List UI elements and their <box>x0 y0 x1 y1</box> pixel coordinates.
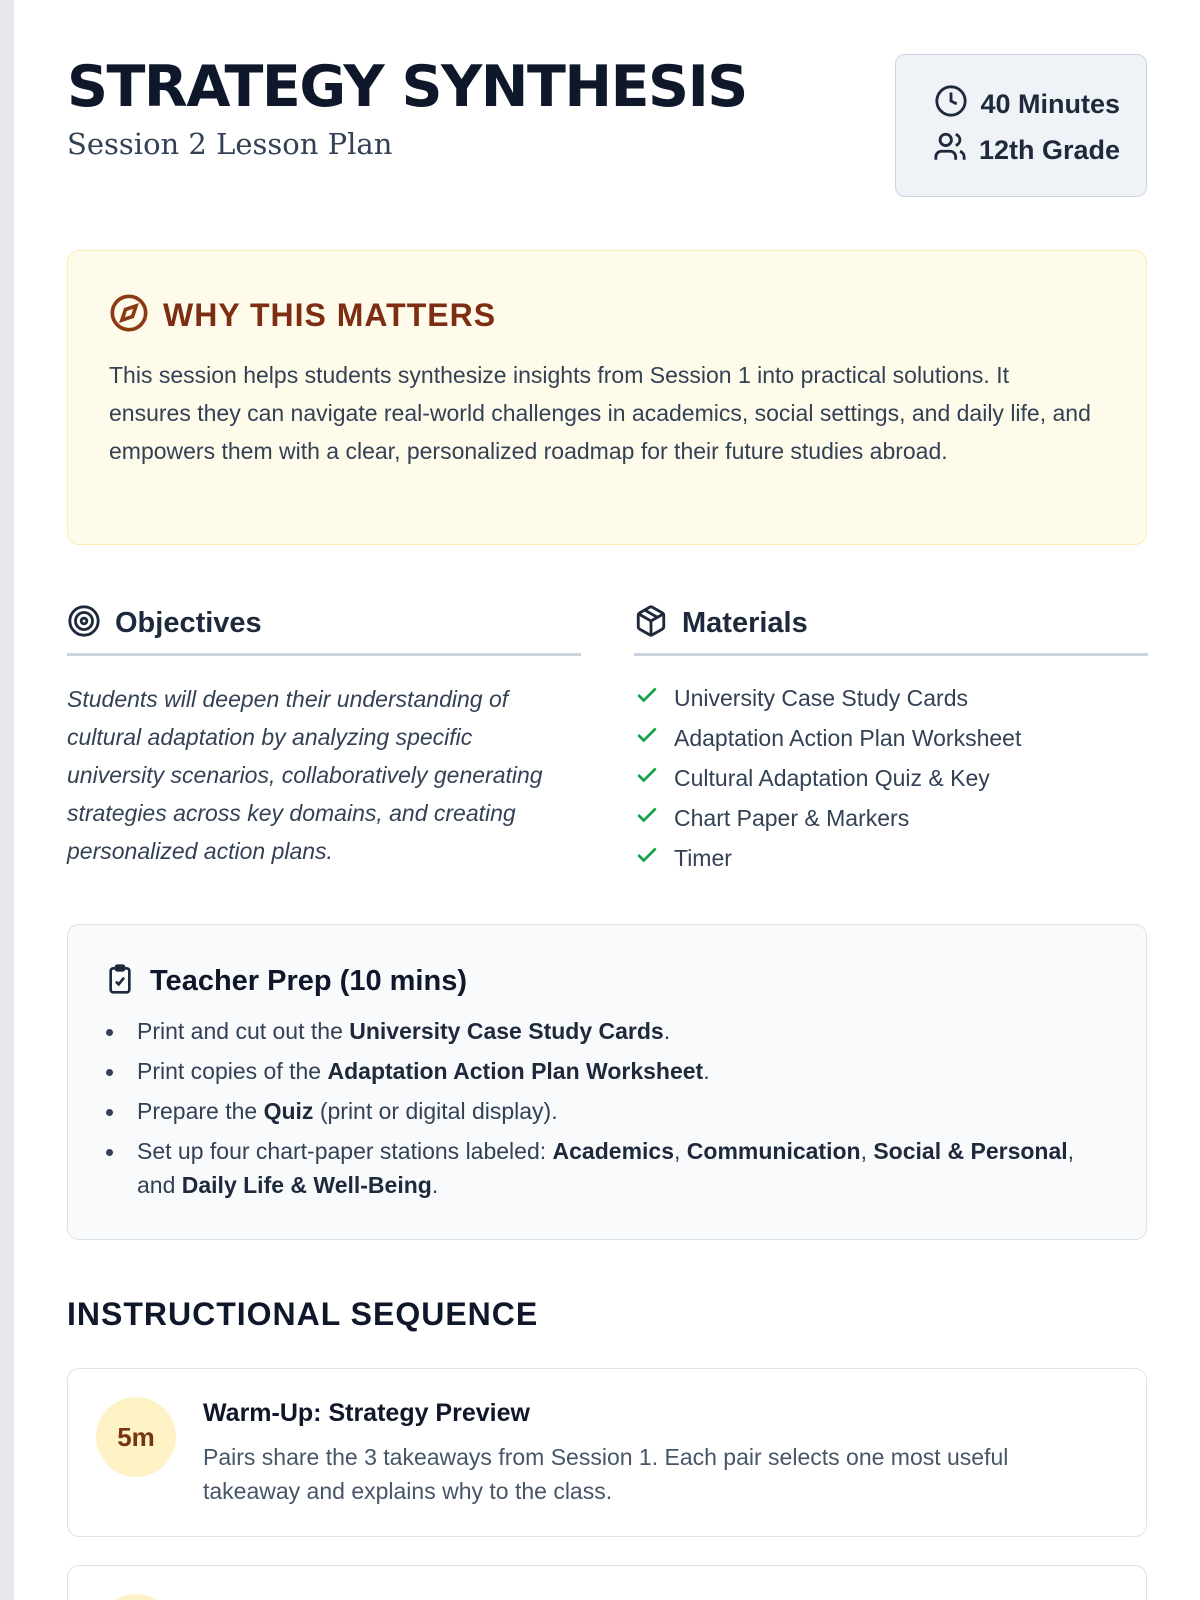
step-text: Pairs share the 3 takeaways from Session 1. Each pair selects one most useful takeaway and explains why to the class. <box>203 1444 1009 1504</box>
page-subtitle: Session 2 Lesson Plan <box>67 127 393 161</box>
material-label: Timer <box>674 844 732 871</box>
prep-text: (print or digital display). <box>313 1098 558 1124</box>
objectives-section <box>67 600 581 870</box>
check-icon <box>634 722 660 754</box>
prep-title: Teacher Prep (10 mins) <box>150 965 467 997</box>
why-text: This session helps students synthesize insights from Session 1 into practical solutions. It ensures they can navigate real-world challenges in academics, social settings, and daily life, and empowers them with a clear, personalized roadmap for their future studies abroad. <box>109 362 1091 464</box>
grade-label: 12th Grade <box>978 134 1120 165</box>
prep-text: . <box>703 1058 710 1084</box>
prep-emphasis: Communication <box>686 1138 861 1164</box>
list-item <box>104 1094 1110 1128</box>
prep-text: , <box>674 1138 687 1164</box>
material-label: Chart Paper & Markers <box>674 804 910 831</box>
lesson-plan-page <box>67 0 1147 1504</box>
step-time-badge: 5m <box>96 1397 176 1477</box>
meta-box <box>895 54 1147 197</box>
compass-icon <box>109 293 149 338</box>
prep-text: , <box>860 1138 874 1164</box>
grade-row <box>896 127 1120 173</box>
target-icon <box>67 604 101 643</box>
materials-section <box>634 600 1148 878</box>
list-item <box>104 1014 1110 1048</box>
step-title: Warm-Up: Strategy Preview <box>203 1399 530 1427</box>
why-heading <box>109 293 1106 338</box>
list-item <box>634 758 1148 798</box>
prep-heading <box>104 963 1110 1000</box>
sequence-title: INSTRUCTIONAL SEQUENCE <box>67 1296 539 1332</box>
prep-text: Prepare the <box>137 1098 264 1124</box>
prep-emphasis: University Case Study Cards <box>349 1018 664 1044</box>
clipboard-check-icon <box>104 963 136 1000</box>
sequence-step-partial <box>67 1565 1147 1600</box>
clock-icon <box>934 84 968 125</box>
prep-text: Set up four chart-paper stations labeled: <box>137 1138 553 1164</box>
list-item <box>104 1134 1110 1202</box>
duration-row <box>896 81 1120 127</box>
step-time-badge <box>96 1594 176 1600</box>
prep-list <box>104 1014 1110 1202</box>
list-item <box>634 798 1148 838</box>
left-rail <box>0 0 14 1600</box>
objectives-heading <box>67 600 581 656</box>
prep-text: . <box>663 1018 671 1044</box>
prep-text: Print and cut out the <box>137 1018 350 1044</box>
prep-emphasis: Social & Personal <box>873 1138 1068 1164</box>
header <box>67 0 1147 230</box>
package-icon <box>634 604 668 643</box>
why-title: WHY THIS MATTERS <box>163 297 497 333</box>
material-label: Adaptation Action Plan Worksheet <box>674 724 1022 751</box>
materials-title: Materials <box>682 607 808 639</box>
objectives-title: Objectives <box>115 607 262 639</box>
why-this-matters-box <box>67 250 1147 545</box>
duration-label: 40 Minutes <box>980 88 1120 119</box>
material-label: Cultural Adaptation Quiz & Key <box>674 764 990 791</box>
materials-heading <box>634 600 1148 656</box>
list-item <box>634 838 1148 878</box>
prep-emphasis: Adaptation Action Plan Worksheet <box>327 1058 704 1084</box>
check-icon <box>634 682 660 714</box>
list-item <box>104 1054 1110 1088</box>
prep-text: . <box>431 1172 439 1198</box>
users-icon <box>933 130 967 171</box>
list-item <box>634 678 1148 718</box>
list-item <box>634 718 1148 758</box>
prep-text: , and <box>137 1138 1075 1198</box>
objectives-text: Students will deepen their understanding of cultural adaptation by analyzing specific university scenarios, collaboratively generating strategies across key domains, and creating personalized action plans. <box>67 686 543 864</box>
check-icon <box>634 802 660 834</box>
step-body <box>203 1399 1103 1508</box>
material-label: University Case Study Cards <box>674 684 968 711</box>
sequence-step <box>67 1368 1147 1537</box>
check-icon <box>634 762 660 794</box>
prep-emphasis: Academics <box>552 1138 674 1164</box>
materials-list <box>634 678 1148 878</box>
page-title: STRATEGY SYNTHESIS <box>67 54 747 120</box>
prep-text: Print copies of the <box>137 1058 328 1084</box>
prep-emphasis: Daily Life & Well-Being <box>181 1172 432 1198</box>
check-icon <box>634 842 660 874</box>
prep-emphasis: Quiz <box>263 1098 314 1124</box>
teacher-prep-box <box>67 924 1147 1240</box>
